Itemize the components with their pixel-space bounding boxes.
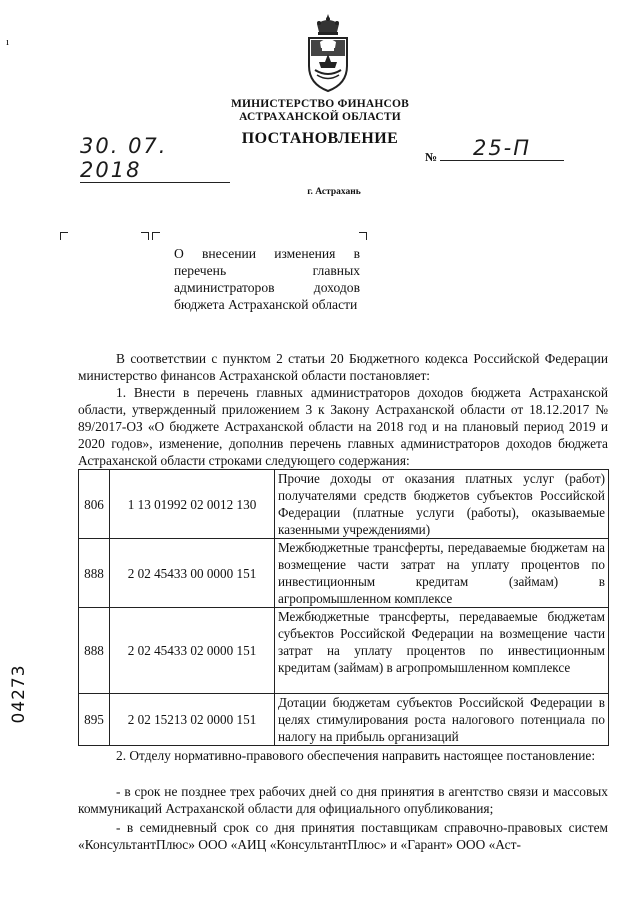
document-date: 30. 07. 2018 — [80, 134, 230, 183]
revenue-description: Межбюджетные трансферты, передаваемые бюджетам на возмещение части затрат на уплату процентов по инвестиционным кредитам (займам) в агропромышленном комплексе — [275, 539, 609, 608]
margin-mark: ı — [6, 36, 10, 48]
city: г. Астрахань — [307, 187, 361, 197]
corner-mark — [141, 232, 149, 240]
budget-code: 1 13 01992 02 0012 130 — [110, 470, 275, 539]
item-2: 2. Отделу нормативно-правового обеспечения направить настоящее постановление: — [116, 748, 596, 763]
budget-code: 2 02 45433 00 0000 151 — [110, 539, 275, 608]
ministry-name — [0, 98, 640, 124]
admin-code: 806 — [79, 470, 110, 539]
budget-code: 2 02 45433 02 0000 151 — [110, 608, 275, 694]
item-1: 1. Внести в перечень главных администраторов доходов бюджета Астраханской области, утвержденный приложением 3 к Закону Астраханской области от 18.12.2017 № 89/2017-ОЗ «О бюджете Астраханской области на 2018 год и на плановый период 2019 и 2020 годов», изменение, дополнив перечень главных администраторов доходов бюджета Астраханской области строками следующего содержания: — [78, 385, 608, 468]
table-row — [79, 694, 609, 746]
corner-mark — [152, 232, 160, 240]
ministry-line-2: АСТРАХАНСКОЙ ОБЛАСТИ — [239, 111, 401, 123]
corner-mark — [60, 232, 68, 240]
admin-code: 888 — [79, 608, 110, 694]
revenue-table — [78, 469, 609, 746]
document-type: ПОСТАНОВЛЕНИЕ — [241, 130, 399, 147]
corner-mark — [359, 232, 367, 240]
bullet-2: - в семидневный срок со дня принятия поставщикам справочно-правовых систем «КонсультантПлюс» ООО «АИЦ «КонсультантПлюс» и «Гарант» ООО «Аст- — [78, 820, 608, 852]
revenue-description: Прочие доходы от оказания платных услуг (работ) получателями средств бюджетов субъектов Российской Федерации (платные услуги (работы), оказываемые казенными учреждениями) — [275, 470, 609, 539]
table-row — [79, 470, 609, 539]
coat-of-arms-icon — [303, 12, 353, 94]
document-subject: О внесении изменения в перечень главных администраторов доходов бюджета Астраханской области — [174, 246, 360, 312]
revenue-description: Межбюджетные трансферты, передаваемые бюджетам субъектов Российской Федерации на возмещение части затрат на уплату процентов по инвестиционным кредитам (займам) в агропромышленном комплексе — [275, 608, 609, 694]
ministry-line-1: МИНИСТЕРСТВО ФИНАНСОВ — [230, 98, 410, 110]
document-number: 25-П — [440, 136, 564, 161]
admin-code: 888 — [79, 539, 110, 608]
table-row — [79, 539, 609, 608]
number-sign: № — [425, 150, 438, 164]
revenue-description: Дотации бюджетам субъектов Российской Федерации в целях стимулирования роста налогового потенциала по налогу на прибыль организаций — [275, 694, 609, 746]
side-number-text: 04273 — [9, 664, 29, 724]
side-number — [4, 660, 34, 730]
admin-code: 895 — [79, 694, 110, 746]
bullet-1: - в срок не позднее трех рабочих дней со дня принятия в агентство связи и массовых коммуникаций Астраханской области для официального опубликования; — [78, 784, 608, 816]
budget-code: 2 02 15213 02 0000 151 — [110, 694, 275, 746]
preamble: В соответствии с пунктом 2 статьи 20 Бюджетного кодекса Российской Федерации министерство финансов Астраханской области постановляет: — [78, 351, 608, 383]
table-row — [79, 608, 609, 694]
